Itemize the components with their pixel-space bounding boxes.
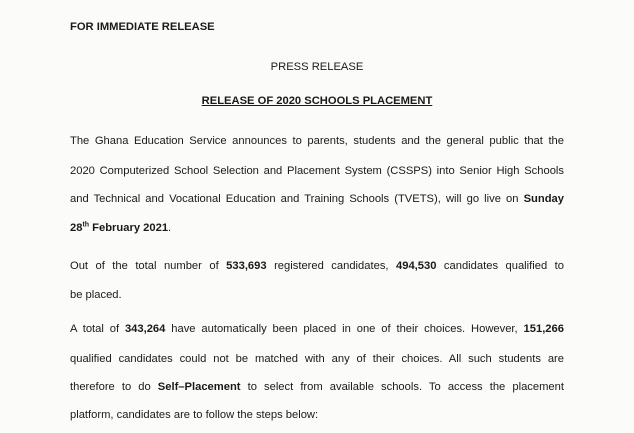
para1-date-rest: February 2021 [89,222,169,234]
para2-text2: registered candidates, [266,260,396,272]
para3-placed-count: 343,264 [124,323,166,335]
para3-line3 [70,380,564,394]
para3-unmatched-count: 151,266 [523,323,564,335]
para1-line4 [70,221,171,235]
para1-line2: 2020 Computerized School Selection and Placement System (CSSPS) into Senior High Schools [70,165,564,177]
para3-line4: platform, candidates are to follow the steps below: [70,409,319,421]
para1-line3-text: and Technical and Vocational Education and Training Schools (TVETS), will go live on [70,193,524,205]
para2-line2: be placed. [70,289,122,301]
para2-text3: candidates qualified to [436,260,564,272]
document-type: PRESS RELEASE [270,61,364,73]
para3-self-placement: Self–Placement [157,381,241,393]
para2-registered-count: 533,693 [226,260,267,272]
para2-qualified-count: 494,530 [396,260,437,272]
para3-line3-pre: therefore to do [70,381,158,393]
para1-date-day: 28 [70,222,83,234]
para1-line1: The Ghana Education Service announces to parents, students and the general public that the [70,135,564,147]
para1-line3 [70,192,564,206]
para3-text2: have automatically been placed in one of their choices. However, [165,323,524,335]
para1-date-period: . [168,222,172,234]
para1-date-suffix: th [82,221,90,229]
para3-line1 [70,322,564,336]
para1-line3-day: Sunday [523,193,564,205]
para3-line3-post: to select from available schools. To access the placement [240,381,564,393]
para2-text1: Out of the total number of [70,260,227,272]
release-tag: FOR IMMEDIATE RELEASE [70,21,215,33]
para3-text1: A total of [70,323,125,335]
para3-line2: qualified candidates could not be matched with any of their choices. All such students are [70,353,564,365]
para2-line1 [70,259,564,273]
document-title: RELEASE OF 2020 SCHOOLS PLACEMENT [201,95,433,107]
